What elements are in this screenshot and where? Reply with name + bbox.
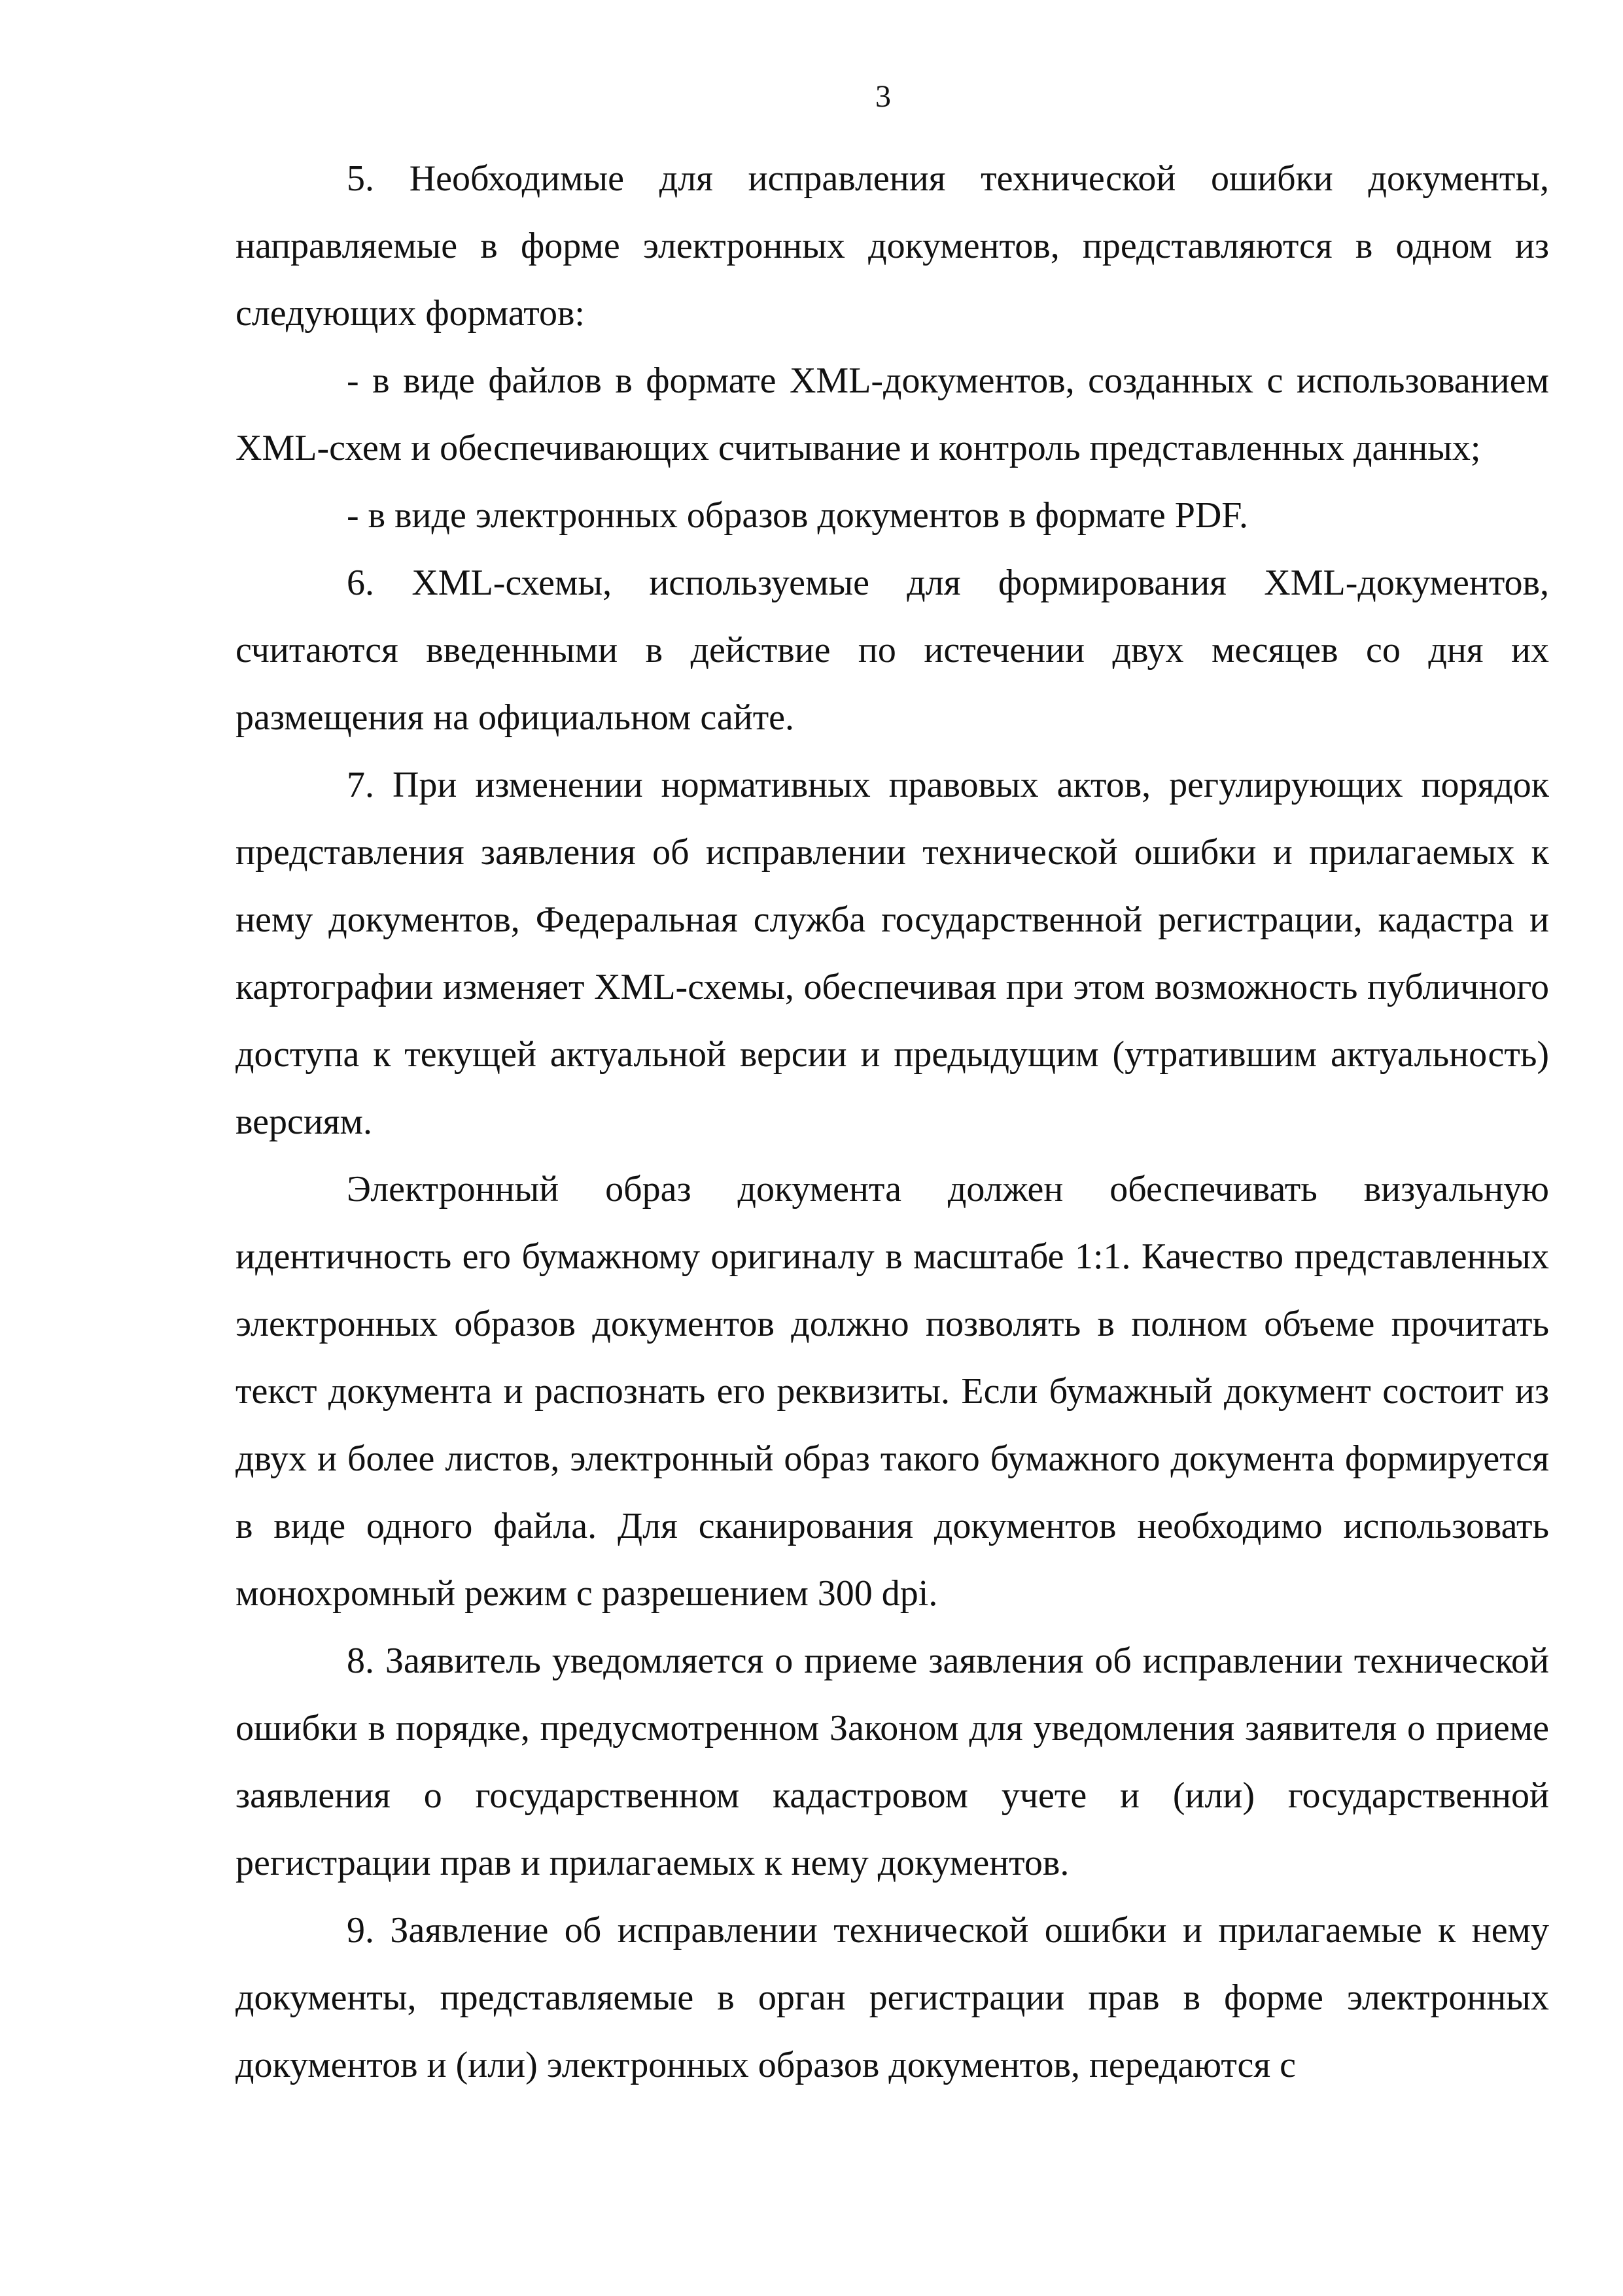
paragraph-6: 6. XML-схемы, используемые для формирования XML-документов, считаются введенными в действие по истечении двух месяцев со дня их размещения на официальном сайте.	[236, 563, 1549, 738]
paragraph-format-pdf: - в виде электронных образов документов в формате PDF.	[347, 495, 1248, 536]
paragraph-format-xml: - в виде файлов в формате XML-документов, созданных с использованием XML-схем и обеспечивающих считывание и контроль представленных данных;	[236, 360, 1549, 468]
document-body	[236, 145, 1549, 2099]
paragraph-7: 7. При изменении нормативных правовых актов, регулирующих порядок представления заявления об исправлении технической ошибки и прилагаемых к нему документов, Федеральная служба государственной регистрации, кадастра и картографии изменяет XML-схемы, обеспечивая при этом возможность публичного доступа к текущей актуальной версии и предыдущим (утратившим актуальность) версиям.	[236, 765, 1549, 1142]
paragraph-8: 8. Заявитель уведомляется о приеме заявления об исправлении технической ошибки в порядке, предусмотренном Законом для уведомления заявителя о приеме заявления о государственном кадастровом учете и (или) государственной регистрации прав и прилагаемых к нему документов.	[236, 1641, 1549, 1883]
paragraph-5: 5. Необходимые для исправления технической ошибки документы, направляемые в форме электронных документов, представляются в одном из следующих форматов:	[236, 158, 1549, 334]
paragraph-9: 9. Заявление об исправлении технической ошибки и прилагаемые к нему документы, представляемые в орган регистрации прав в форме электронных документов и (или) электронных образов документов, передаются с	[236, 1910, 1549, 2085]
page-number: 3	[875, 79, 891, 114]
paragraph-electronic-image: Электронный образ документа должен обеспечивать визуальную идентичность его бумажному оригиналу в масштабе 1:1. Качество представленных электронных образов документов должно позволять в полном объеме прочитать текст документа и распознать его реквизиты. Если бумажный документ состоит из двух и более листов, электронный образ такого бумажного документа формируется в виде одного файла. Для сканирования документов необходимо использовать монохромный режим с разрешением 300 dpi.	[236, 1169, 1549, 1614]
